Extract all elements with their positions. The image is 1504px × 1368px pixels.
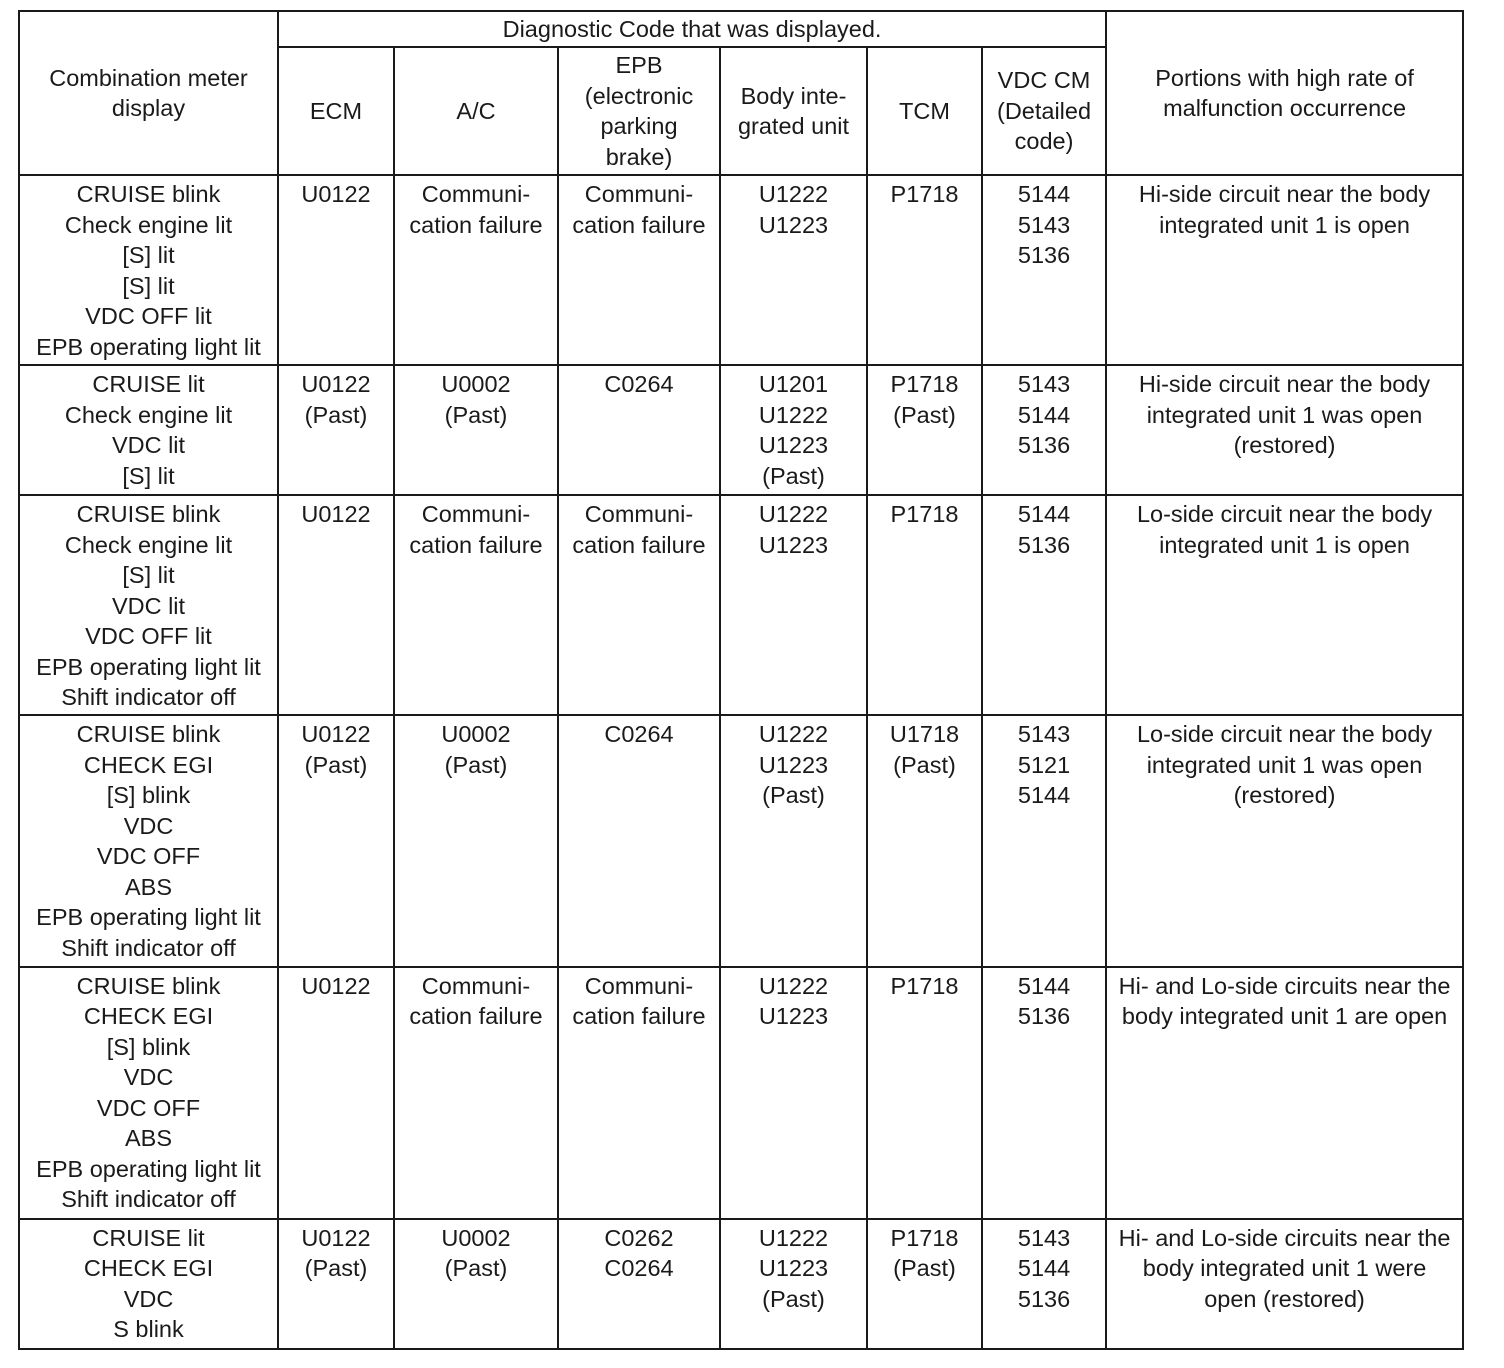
meter-display-cell [19,365,278,495]
tcm-code-cell-line: (Past) [893,1255,956,1282]
header-diagnostic-code-group [278,11,1106,47]
ecm-code-cell-line: U0122 [301,1224,371,1251]
ac-code-cell [394,365,558,495]
header-combination-meter-display [19,11,278,175]
ecm-code-cell-line: U0122 [301,721,371,748]
body-integrated-unit-code-cell-line: U1223 [758,1003,829,1030]
meter-display-cell [19,967,278,1219]
ac-code-cell [394,967,558,1219]
meter-display-cell-line: CRUISE lit [92,371,205,398]
diagnostic-code-table [18,10,1464,1350]
header-body-integrated-unit [720,47,867,175]
header-ecm [278,47,394,175]
meter-display-cell-line: CRUISE blink [76,972,221,999]
body-integrated-unit-code-cell [720,495,867,715]
tcm-code-cell [867,1219,982,1349]
meter-display-cell-line: Check engine lit [64,531,233,558]
malfunction-portion-cell [1106,715,1463,966]
epb-code-cell-line: Communi- [584,972,694,999]
tcm-code-cell-line: P1718 [890,972,959,999]
vdc-cm-code-cell-line: 5121 [1017,751,1071,778]
ecm-code-cell-line: (Past) [304,1255,368,1282]
epb-code-cell [558,175,720,365]
header-vdc-line: code) [1014,128,1074,155]
meter-display-cell-line: ABS [124,1125,173,1152]
epb-code-cell [558,365,720,495]
vdc-cm-code-cell [982,715,1106,966]
body-integrated-unit-code-cell-line: (Past) [762,782,825,809]
header-epb-line: EPB [615,52,663,78]
malfunction-portion-cell [1106,365,1463,495]
body-integrated-unit-code-cell [720,967,867,1219]
epb-code-cell-line: Communi- [584,181,694,207]
header-body-line: Body inte- [740,82,847,109]
epb-code-cell-line: cation failure [572,531,706,558]
vdc-cm-code-cell-line: 5143 [1017,211,1071,238]
table-row [19,1219,1463,1349]
header-ac [394,47,558,175]
header-diagnostic-code-group-label: Diagnostic Code that was displayed. [502,15,882,42]
meter-display-cell-line: [S] lit [122,562,175,589]
ac-code-cell [394,1219,558,1349]
malfunction-portion-text: Lo-side circuit near the body integrated unit 1 is open [1136,501,1433,558]
vdc-cm-code-cell [982,1219,1106,1349]
tcm-code-cell-line: P1718 [890,1224,959,1251]
meter-display-cell-line: CRUISE blink [76,501,221,528]
vdc-cm-code-cell-line: 5144 [1017,972,1071,999]
body-integrated-unit-code-cell-line: U1222 [758,721,829,748]
meter-display-cell-line: [S] lit [122,462,175,489]
ac-code-cell-line: cation failure [409,531,543,558]
meter-display-cell-line: Shift indicator off [61,934,236,961]
body-integrated-unit-code-cell [720,1219,867,1349]
header-tcm [867,47,982,175]
ecm-code-cell-line: U0122 [301,501,371,528]
epb-code-cell [558,1219,720,1349]
header-epb [558,47,720,175]
body-integrated-unit-code-cell-line: U1222 [758,401,829,428]
meter-display-cell-line: VDC OFF lit [85,623,212,650]
header-epb-line: brake) [605,143,673,170]
ecm-code-cell-line: (Past) [304,751,368,778]
vdc-cm-code-cell [982,495,1106,715]
meter-display-cell-line: [S] blink [106,1033,191,1060]
body-integrated-unit-code-cell [720,175,867,365]
ac-code-cell-line: U0002 [441,721,511,748]
header-vdc-line: (Detailed [997,97,1092,124]
ecm-code-cell-line: (Past) [304,401,368,428]
ac-code-cell-line: cation failure [409,1003,543,1030]
malfunction-portion-text: Lo-side circuit near the body integrated unit 1 was open (restored) [1136,721,1433,809]
body-integrated-unit-code-cell-line: U1222 [758,972,829,999]
malfunction-portion-cell [1106,1219,1463,1349]
meter-display-cell-line: CHECK EGI [83,1255,214,1282]
meter-display-cell-line: [S] blink [106,782,191,809]
meter-display-cell-line: [S] lit [122,242,175,268]
malfunction-portion-text: Hi- and Lo-side circuits near the body integrated unit 1 are open [1118,972,1451,1030]
ac-code-cell [394,495,558,715]
ac-code-cell-line: (Past) [444,1255,508,1282]
ecm-code-cell-line: U0122 [301,371,371,398]
body-integrated-unit-code-cell-line: (Past) [762,462,825,489]
body-integrated-unit-code-cell-line: (Past) [762,1285,825,1312]
meter-display-cell-line: EPB operating light lit [36,904,261,931]
malfunction-portion-text: Hi- and Lo-side circuits near the body integrated unit 1 were open (restored) [1118,1224,1451,1312]
ac-code-cell-line: cation failure [409,211,543,238]
meter-display-cell-line: CRUISE blink [76,721,221,748]
vdc-cm-code-cell-line: 5136 [1017,242,1071,268]
body-integrated-unit-code-cell-line: U1223 [758,531,829,558]
meter-display-cell-line: Check engine lit [64,401,233,428]
tcm-code-cell-line: (Past) [893,401,956,428]
malfunction-portion-cell [1106,175,1463,365]
epb-code-cell [558,495,720,715]
ac-code-cell-line: (Past) [444,401,508,428]
epb-code-cell-line: C0262 [604,1224,674,1251]
meter-display-cell [19,715,278,966]
table-body [19,175,1463,1349]
meter-display-cell-line: Shift indicator off [61,1186,236,1213]
meter-display-cell-line: VDC [123,1285,174,1312]
header-portions [1106,11,1463,175]
ac-code-cell-line: Communi- [421,181,531,207]
meter-display-cell-line: EPB operating light lit [36,1155,261,1182]
meter-display-cell-line: ABS [124,873,173,900]
epb-code-cell-line: C0264 [604,721,674,748]
ac-code-cell [394,715,558,966]
vdc-cm-code-cell-line: 5144 [1017,782,1071,809]
meter-display-cell-line: CRUISE blink [76,181,221,207]
body-integrated-unit-code-cell-line: U1222 [758,1224,829,1251]
header-vdc-line: VDC CM [997,67,1091,94]
ecm-code-cell [278,967,394,1219]
table-row [19,365,1463,495]
header-epb-line: (electronic [584,82,694,109]
header-row-top [19,11,1463,47]
tcm-code-cell [867,175,982,365]
malfunction-portion-cell [1106,967,1463,1219]
ac-code-cell-line: Communi- [421,972,531,999]
body-integrated-unit-code-cell-line: U1222 [758,181,829,207]
tcm-code-cell-line: (Past) [893,751,956,778]
body-integrated-unit-code-cell-line: U1223 [758,1255,829,1282]
ac-code-cell-line: U0002 [441,371,511,398]
header-portions-label: Portions with high rate of malfunction occurrence [1155,64,1414,121]
tcm-code-cell [867,495,982,715]
vdc-cm-code-cell-line: 5144 [1017,1255,1071,1282]
ecm-code-cell [278,715,394,966]
table-row [19,495,1463,715]
vdc-cm-code-cell-line: 5136 [1017,531,1071,558]
header-body-line: grated unit [737,113,850,139]
vdc-cm-code-cell [982,967,1106,1219]
vdc-cm-code-cell-line: 5144 [1017,501,1071,528]
body-integrated-unit-code-cell-line: U1223 [758,211,829,238]
ecm-code-cell-line: U0122 [301,181,371,207]
ecm-code-cell [278,495,394,715]
tcm-code-cell [867,967,982,1219]
header-ac-label: A/C [456,97,496,124]
meter-display-cell [19,1219,278,1349]
tcm-code-cell-line: P1718 [890,181,959,207]
meter-display-cell-line: VDC OFF lit [85,303,212,329]
epb-code-cell [558,715,720,966]
table-row [19,967,1463,1219]
tcm-code-cell-line: U1718 [889,721,960,748]
ecm-code-cell [278,365,394,495]
body-integrated-unit-code-cell-line: U1223 [758,751,829,778]
meter-display-cell-line: CRUISE lit [92,1224,205,1251]
meter-display-cell-line: VDC OFF [96,1094,201,1121]
meter-display-cell-line: Shift indicator off [61,684,236,711]
table-row [19,715,1463,966]
tcm-code-cell [867,715,982,966]
ac-code-cell-line: (Past) [444,751,508,778]
vdc-cm-code-cell-line: 5143 [1017,371,1071,398]
meter-display-cell-line: EPB operating light lit [36,333,261,360]
meter-display-cell-line: EPB operating light lit [36,653,261,680]
vdc-cm-code-cell-line: 5144 [1017,181,1071,207]
vdc-cm-code-cell [982,365,1106,495]
body-integrated-unit-code-cell [720,715,867,966]
vdc-cm-code-cell-line: 5143 [1017,721,1071,748]
body-integrated-unit-code-cell-line: U1201 [758,371,829,398]
malfunction-portion-cell [1106,495,1463,715]
meter-display-cell [19,495,278,715]
meter-display-cell-line: VDC lit [111,592,186,619]
meter-display-cell-line: S blink [113,1316,184,1343]
vdc-cm-code-cell-line: 5136 [1017,432,1071,459]
ac-code-cell [394,175,558,365]
vdc-cm-code-cell-line: 5136 [1017,1285,1071,1312]
meter-display-cell-line: VDC lit [111,432,186,459]
meter-display-cell-line: [S] lit [122,272,175,299]
meter-display-cell-line: VDC [123,1064,174,1091]
tcm-code-cell-line: P1718 [890,371,959,398]
epb-code-cell-line: C0264 [604,1255,674,1282]
meter-display-cell-line: Check engine lit [64,211,233,238]
ecm-code-cell [278,175,394,365]
body-integrated-unit-code-cell-line: U1223 [758,432,829,459]
tcm-code-cell [867,365,982,495]
header-vdc-cm [982,47,1106,175]
meter-display-cell-line: VDC [123,812,174,839]
table-row [19,175,1463,365]
vdc-cm-code-cell [982,175,1106,365]
ecm-code-cell-line: U0122 [301,972,371,999]
epb-code-cell [558,967,720,1219]
header-ecm-label: ECM [309,97,363,124]
epb-code-cell-line: cation failure [572,211,706,238]
header-epb-line: parking [600,113,678,139]
meter-display-cell-line: CHECK EGI [83,751,214,778]
epb-code-cell-line: C0264 [604,371,674,398]
malfunction-portion-text: Hi-side circuit near the body integrated unit 1 was open (restored) [1138,371,1431,459]
body-integrated-unit-code-cell [720,365,867,495]
meter-display-cell-line: CHECK EGI [83,1003,214,1030]
meter-display-cell [19,175,278,365]
tcm-code-cell-line: P1718 [890,501,959,528]
ac-code-cell-line: U0002 [441,1224,511,1251]
body-integrated-unit-code-cell-line: U1222 [758,501,829,528]
epb-code-cell-line: Communi- [584,501,694,528]
header-tcm-label: TCM [899,97,950,124]
ac-code-cell-line: Communi- [421,501,531,528]
meter-display-cell-line: VDC OFF [96,843,201,870]
malfunction-portion-text: Hi-side circuit near the body integrated unit 1 is open [1138,181,1431,238]
vdc-cm-code-cell-line: 5144 [1017,401,1071,428]
epb-code-cell-line: cation failure [572,1003,706,1030]
header-combination-meter-display-label: Combination meter display [49,64,248,121]
ecm-code-cell [278,1219,394,1349]
vdc-cm-code-cell-line: 5136 [1017,1003,1071,1030]
vdc-cm-code-cell-line: 5143 [1017,1224,1071,1251]
